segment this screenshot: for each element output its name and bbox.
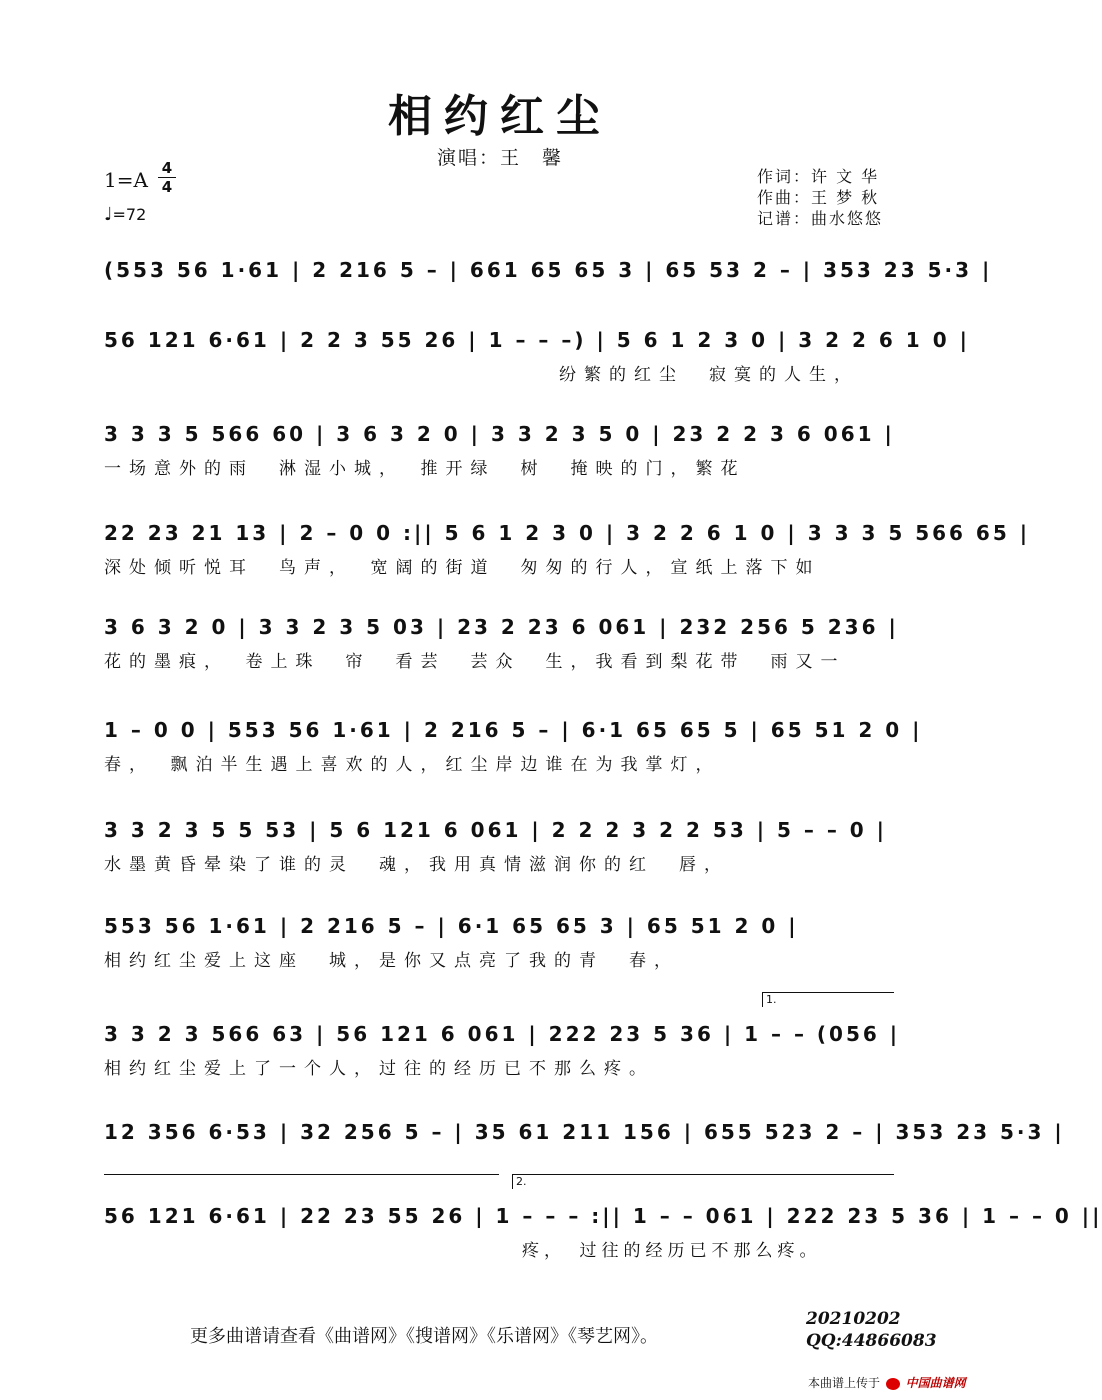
notes-text: 56 121 6·61 | 22 23 55 26 | 1 – – – :|| 1 – – 061 | 222 23 5 36 | 1 – – 0 || [104, 1204, 1102, 1228]
notes-text: 3 3 2 3 5 5 53 | 5 6 121 6 061 | 2 2 2 3 2 2 53 | 5 – – 0 | [104, 818, 887, 842]
lyrics-line: 花的墨痕， 卷上珠 帘 看芸 芸众 生，我看到梨花带 雨又一 [104, 652, 846, 672]
lyrics-line: 一场意外的雨 淋湿小城， 推开绿 树 掩映的门，繁花 [104, 459, 746, 479]
stamp-qq: QQ:44866083 [806, 1331, 937, 1351]
notes-text: (553 56 1·61 | 2 216 5 – | 661 65 65 3 | 65 53 2 – | 353 23 5·3 | [104, 258, 993, 282]
notes-line [104, 513, 1031, 553]
score-system [104, 607, 899, 677]
notes-line [104, 320, 970, 360]
volta-first-bracket [104, 1174, 499, 1189]
notes-line [104, 250, 993, 290]
notes-text: 12 356 6·53 | 32 256 5 – | 35 61 211 156 | 655 523 2 – | 353 23 5·3 | [104, 1120, 1065, 1144]
stamp-date: 20210202 [806, 1309, 901, 1329]
footer-note: 更多曲谱请查看《曲谱网》《搜谱网》《乐谱网》《琴艺网》。 [190, 1326, 658, 1347]
composer: 作曲：王 梦 秋 [757, 188, 880, 207]
volta-second: 2. [512, 1174, 894, 1189]
volta-first: 1. [762, 992, 894, 1007]
score-system [104, 810, 896, 880]
score-system [104, 1014, 901, 1084]
notes-text: 3 6 3 2 0 | 3 3 2 3 5 03 | 23 2 23 6 061 | 232 256 5 236 | [104, 615, 899, 639]
score-system [104, 906, 896, 976]
transcriber: 记谱：曲水悠悠 [757, 209, 884, 228]
score-system [104, 250, 993, 320]
lyrics-line [104, 290, 896, 320]
lyrics-line: 水墨黄昏晕染了谁的灵 魂，我用真情滋润你的红 唇， [104, 855, 729, 875]
quarter-note-icon: ♩ [104, 204, 113, 225]
site-logo: 中国曲谱网 [905, 1376, 966, 1390]
time-signature-bottom: 4 [161, 178, 173, 196]
score-system [104, 513, 1031, 583]
lyricist: 作词：许 文 华 [757, 167, 880, 186]
lyrics-line: 疼， 过往的经历已不那么疼。 [104, 1241, 822, 1261]
tempo-value: =72 [112, 205, 147, 224]
notes-text: 3 3 2 3 566 63 | 56 121 6 061 | 222 23 5 36 | 1 – – (056 | [104, 1022, 901, 1046]
lyrics-line: 纷繁的红尘 寂寞的人生， [559, 365, 859, 385]
notes-line [104, 414, 896, 454]
tempo [104, 204, 146, 225]
page-title: 相约红尘 [388, 91, 612, 142]
notes-text: 553 56 1·61 | 2 216 5 – | 6·1 65 65 3 | 65 51 2 0 | [104, 914, 799, 938]
score-system [104, 320, 970, 390]
stamp [806, 1308, 937, 1352]
notes-text: 56 121 6·61 | 2 2 3 55 26 | 1 – – –) | 5 6 1 2 3 0 | 3 2 2 6 1 0 | [104, 328, 970, 352]
notes-line [104, 607, 899, 647]
notes-line [104, 1112, 1065, 1152]
time-signature [158, 160, 176, 195]
score-system [104, 1196, 1102, 1266]
lyrics-line: 春， 飘泊半生遇上喜欢的人，红尘岸边谁在为我掌灯， [104, 755, 721, 775]
lyrics-line: 相约红尘爱上了一个人，过往的经历已不那么疼。 [104, 1059, 654, 1079]
notes-text: 3 3 3 5 566 60 | 3 6 3 2 0 | 3 3 2 3 5 0 | 23 2 2 3 6 061 | [104, 422, 895, 446]
lyrics-line: 深处倾听悦耳 鸟声， 宽阔的街道 匆匆的行人，宣纸上落下如 [104, 558, 821, 578]
credits [757, 166, 883, 229]
notes-text: 1 – 0 0 | 553 56 1·61 | 2 216 5 – | 6·1 65 65 5 | 65 51 2 0 | [104, 718, 923, 742]
notes-line [104, 1196, 1102, 1236]
score-system [104, 710, 923, 780]
time-signature-top: 4 [161, 159, 173, 177]
key-signature: 1=A [104, 168, 148, 192]
notes-text: 22 23 21 13 | 2 – 0 0 :|| 5 6 1 2 3 0 | 3 2 2 6 1 0 | 3 3 3 5 566 65 | [104, 521, 1031, 545]
upload-credit [808, 1374, 966, 1391]
upload-text: 本曲谱上传于 [808, 1376, 881, 1390]
score-system [104, 1112, 1065, 1182]
notes-line [104, 710, 923, 750]
notes-line [104, 1014, 901, 1054]
notes-line [104, 810, 896, 850]
score-system [104, 414, 896, 484]
notes-line [104, 906, 896, 946]
singer: 演唱：王 馨 [436, 147, 563, 169]
lyrics-line: 相约红尘爱上这座 城，是你又点亮了我的青 春， [104, 951, 679, 971]
site-logo-icon [886, 1378, 900, 1390]
